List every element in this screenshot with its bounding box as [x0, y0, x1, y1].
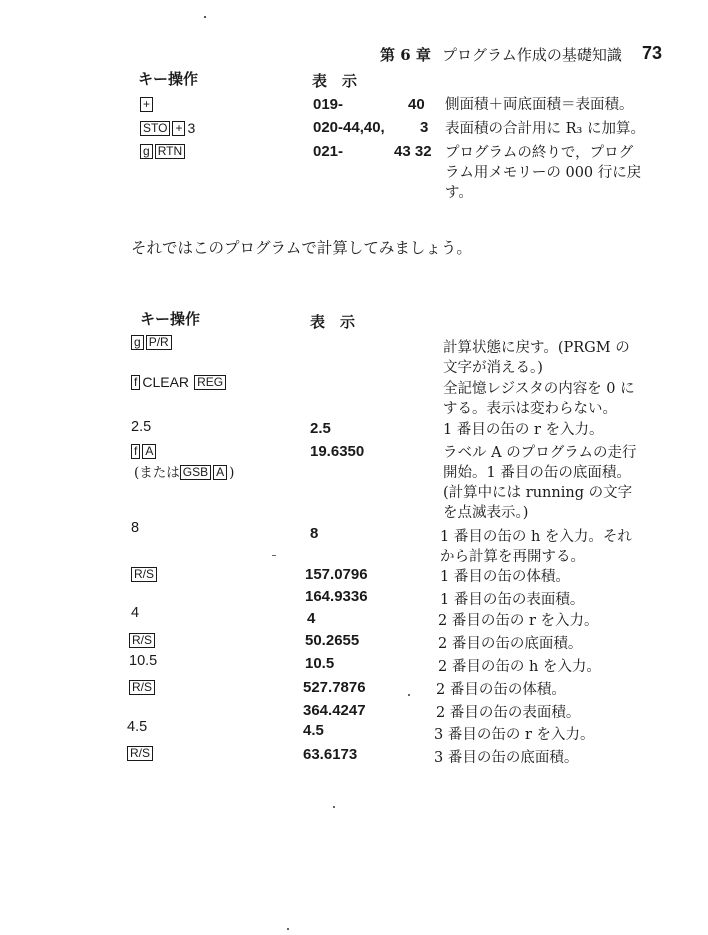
- table2-row14-desc: 3 番目の缶の底面積。: [434, 750, 579, 766]
- g-key: g: [131, 335, 144, 350]
- scan-speck: [408, 694, 410, 696]
- scan-speck: [204, 16, 206, 18]
- table2-row5-key: 8: [131, 520, 140, 536]
- run-stop-key: R/S: [127, 746, 153, 761]
- table2-row12-desc: 2 番目の缶の表面積。: [436, 705, 581, 721]
- table1-row2-disp: 020-44,40,: [313, 119, 385, 136]
- table2-row9-disp: 50.2655: [305, 632, 360, 649]
- table2-row6-disp: 157.0796: [305, 566, 368, 583]
- table2-row11-keys: [129, 677, 157, 696]
- table2-row1-keys: [131, 332, 174, 351]
- sto-key: STO: [140, 121, 170, 136]
- table2-row13-key: 4.5: [127, 719, 148, 735]
- chapter-label: 第 6 章: [380, 46, 431, 64]
- table1-row1-keys: [140, 94, 155, 113]
- run-stop-key: R/S: [131, 567, 157, 582]
- a-key: A: [213, 465, 227, 480]
- alt-suffix: ): [229, 465, 235, 481]
- alt-prefix: (または: [134, 465, 180, 481]
- table1-col-disp: 表 示: [312, 72, 358, 90]
- table2-row5-desc-1: 1 番目の缶の h を入力。それ: [440, 529, 632, 545]
- table2-row3-key: 2.5: [131, 419, 152, 435]
- plus-key: +: [140, 97, 153, 112]
- table2-row2-desc-2: する。表示は変わらない。: [443, 401, 617, 417]
- table2-row4-keys: [131, 441, 158, 460]
- table2-row7-desc: 1 番目の缶の表面積。: [440, 592, 585, 608]
- table2-row14-keys: [127, 743, 155, 762]
- clear-label: CLEAR: [142, 374, 190, 390]
- table2-row7-disp: 164.9336: [305, 588, 368, 605]
- table2-row2-desc-1: 全記憶レジスタの内容を 0 に: [443, 381, 635, 397]
- reg-key: REG: [194, 375, 226, 390]
- table2-row4-alt: [134, 461, 234, 481]
- a-key: A: [142, 444, 156, 459]
- table2-row8-desc: 2 番目の缶の r を入力。: [438, 613, 599, 629]
- table1-row1-disp: 019-: [313, 96, 344, 113]
- f-key: f: [131, 375, 140, 390]
- scan-speck: [272, 555, 276, 556]
- table1-row3-disp: 021-: [313, 143, 344, 160]
- intro-text: それではこのプログラムで計算してみましょう。: [131, 239, 472, 257]
- table2-row8-key: 4: [131, 605, 140, 621]
- table1-col-key: キー操作: [138, 70, 199, 88]
- table2-row1-desc-2: 文字が消える。): [443, 360, 543, 376]
- gsb-key: GSB: [180, 465, 211, 480]
- table2-row4-desc-4: を点滅表示。): [443, 505, 529, 521]
- table2-row14-disp: 63.6173: [303, 746, 358, 763]
- table1-row3-desc-1: プログラムの終りで，プログ: [445, 145, 634, 161]
- table2-row10-desc: 2 番目の缶の h を入力。: [438, 659, 601, 675]
- table2-row9-desc: 2 番目の缶の底面積。: [438, 636, 583, 652]
- page-number: 73: [642, 43, 663, 63]
- table2-row5-disp: 8: [310, 525, 319, 542]
- scan-speck: [287, 928, 289, 930]
- run-stop-key: R/S: [129, 633, 155, 648]
- scan-speck: [333, 806, 335, 808]
- plus-key: +: [172, 121, 185, 136]
- table2-row4-desc-3: (計算中には running の文字: [443, 485, 633, 501]
- table2-row4-desc-2: 開始。1 番目の缶の底面積。: [443, 465, 631, 481]
- prgm-run-key: P/R: [146, 335, 172, 350]
- table2-row1-desc-1: 計算状態に戻す。(PRGM の: [443, 340, 630, 356]
- table1-row1-disp2: 40: [408, 96, 425, 113]
- register-number: 3: [187, 120, 196, 136]
- table2-row6-keys: [131, 564, 159, 583]
- table2-row3-disp: 2.5: [310, 420, 331, 437]
- table1-row2-desc: 表面積の合計用に R₃ に加算。: [445, 121, 645, 137]
- table2-row12-disp: 364.4247: [303, 702, 366, 719]
- table1-row2-disp2: 3: [420, 119, 429, 136]
- table2-row11-disp: 527.7876: [303, 679, 366, 696]
- table2-row5-desc-2: から計算を再開する。: [440, 549, 585, 565]
- g-key: g: [140, 144, 153, 159]
- run-stop-key: R/S: [129, 680, 155, 695]
- table1-row3-desc-3: す。: [445, 185, 473, 201]
- f-key: f: [131, 444, 140, 459]
- table2-row2-keys: [131, 372, 228, 391]
- table1-row2-keys: [140, 118, 195, 137]
- table2-row13-desc: 3 番目の缶の r を入力。: [434, 727, 595, 743]
- table1-row3-keys: [140, 141, 187, 160]
- chapter-title: プログラム作成の基礎知識: [442, 46, 622, 64]
- table2-row10-key: 10.5: [129, 653, 158, 669]
- table2-row4-disp: 19.6350: [310, 443, 365, 460]
- table2-col-key: キー操作: [140, 310, 201, 328]
- table1-row3-disp2: 43 32: [394, 143, 432, 160]
- table2-row6-desc: 1 番目の缶の体積。: [440, 569, 570, 585]
- rtn-key: RTN: [155, 144, 185, 159]
- table2-row10-disp: 10.5: [305, 655, 335, 672]
- table2-row3-desc: 1 番目の缶の r を入力。: [443, 422, 604, 438]
- table2-row9-keys: [129, 630, 157, 649]
- table1-row3-desc-2: ラム用メモリーの 000 行に戻: [445, 165, 642, 181]
- table1-row1-desc: 側面積＋両底面積＝表面積。: [445, 97, 634, 113]
- table2-row13-disp: 4.5: [303, 722, 324, 739]
- table2-col-disp: 表 示: [310, 313, 356, 331]
- table2-row4-desc-1: ラベル A のプログラムの走行: [443, 445, 637, 461]
- table2-row8-disp: 4: [307, 610, 316, 627]
- table2-row11-desc: 2 番目の缶の体積。: [436, 682, 566, 698]
